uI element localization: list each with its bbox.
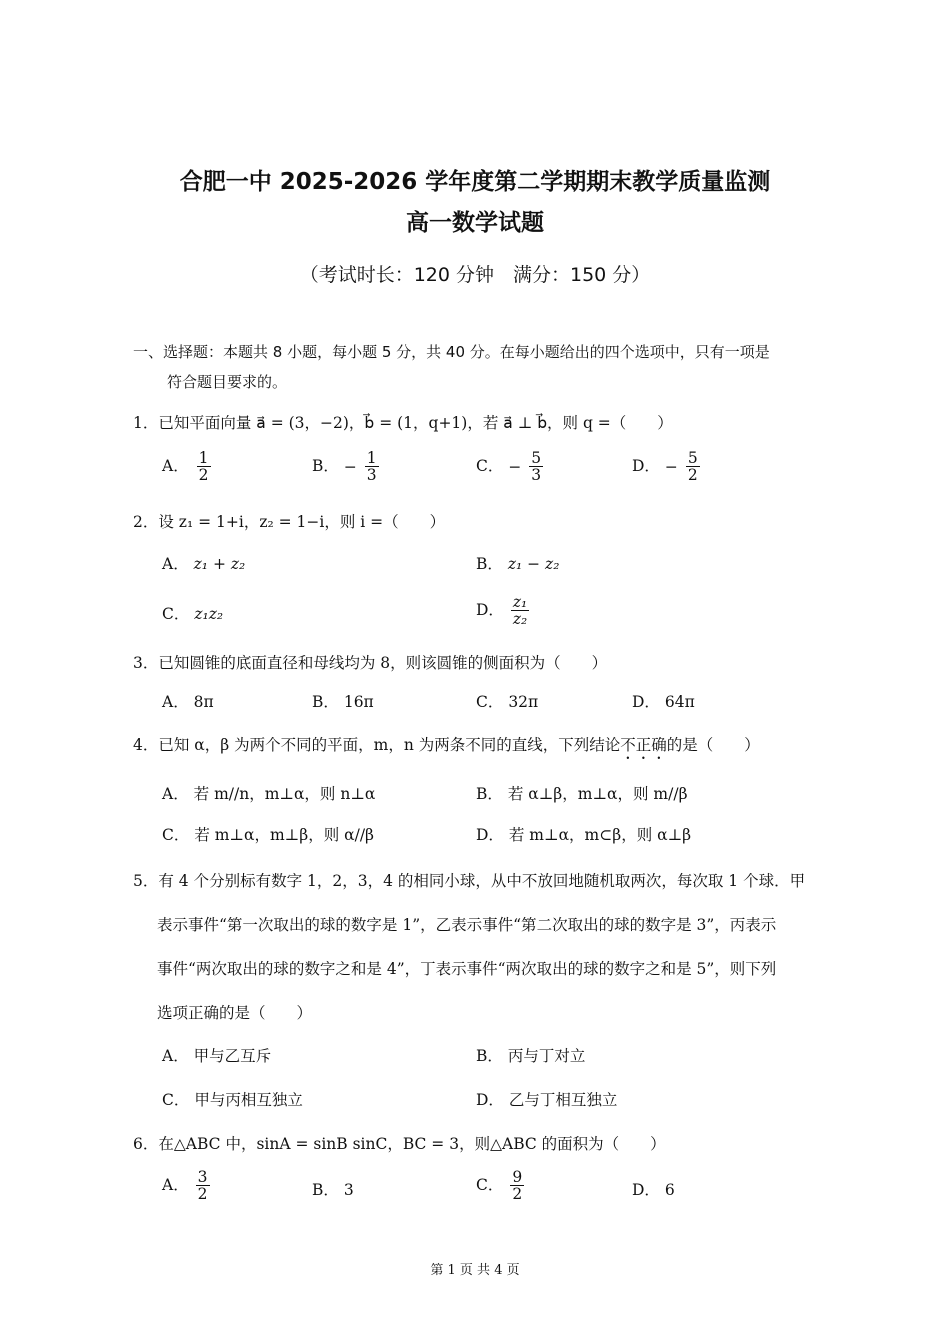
fraction	[510, 1169, 524, 1203]
question-6-option-d[interactable]	[632, 1178, 675, 1200]
question-3-option-c[interactable]	[476, 690, 538, 712]
fraction	[511, 594, 529, 628]
question-4-option-d[interactable]	[476, 823, 691, 845]
denominator: 3	[531, 466, 542, 485]
question-3-option-b[interactable]	[312, 690, 374, 712]
fraction	[197, 450, 211, 484]
option-text: z₁ + z₂	[193, 555, 246, 573]
denominator: z₂	[512, 610, 528, 629]
page-footer: 第 1 页 共 4 页	[430, 1263, 520, 1278]
question-5-stem-line-1: 5．有 4 个分别标有数字 1，2，3，4 的相同小球，从中不放回地随机取两次，每次取 1 个球．甲	[133, 872, 806, 890]
option-text: 丙与丁对立	[507, 1047, 586, 1065]
question-3-stem: 3．已知圆锥的底面直径和母线均为 8，则该圆锥的侧面积为（ ）	[133, 654, 608, 672]
denominator: 2	[198, 466, 209, 485]
question-3-option-d[interactable]	[632, 690, 695, 712]
question-4-stem-pre: 4．已知 α，β 为两个不同的平面，m，n 为两条不同的直线，下列结论	[133, 736, 621, 754]
question-2-option-a[interactable]	[162, 552, 245, 574]
question-6-stem: 6．在△ABC 中，sinA = sinB sinC，BC = 3，则△ABC 的面积为（ ）	[133, 1135, 666, 1153]
option-text: 若 α⊥β，m⊥α，则 m//β	[507, 785, 688, 803]
option-sign: −	[508, 457, 522, 476]
option-letter: A．	[162, 785, 189, 803]
option-text: 若 m⊥α，m⊂β，则 α⊥β	[508, 826, 692, 844]
question-6-option-c[interactable]	[476, 1169, 526, 1203]
option-letter: C．	[476, 693, 504, 711]
question-1-option-b[interactable]	[312, 450, 381, 484]
question-5-stem-line-3: 事件“两次取出的球的数字之和是 4”，丁表示事件“两次取出的球的数字之和是 5”，则下列	[157, 960, 777, 978]
option-text: 若 m⊥α，m⊥β，则 α//β	[194, 826, 375, 844]
option-letter: C．	[162, 605, 190, 623]
denominator: 2	[687, 466, 698, 485]
option-letter: A．	[162, 555, 189, 573]
option-text: 16π	[343, 693, 374, 711]
section-heading-line2: 符合题目要求的。	[167, 373, 288, 391]
fraction	[529, 450, 543, 484]
exam-subtitle: 高一数学试题	[406, 210, 544, 236]
option-text: 乙与丁相互独立	[508, 1091, 618, 1109]
option-text: 8π	[193, 693, 214, 711]
option-letter: D．	[476, 826, 504, 844]
fraction	[196, 1169, 210, 1203]
option-letter: D．	[632, 456, 660, 475]
option-letter: B．	[312, 456, 339, 475]
exam-title: 合肥一中 2025-2026 学年度第二学期期末教学质量监测	[179, 169, 771, 195]
option-text: 若 m//n，m⊥α，则 n⊥α	[193, 785, 376, 803]
option-text: 3	[343, 1181, 354, 1199]
question-2-option-d[interactable]	[476, 594, 531, 628]
option-sign: −	[343, 457, 357, 476]
option-letter: C．	[476, 1175, 504, 1194]
question-2-stem: 2．设 z₁ = 1+i，z₂ = 1−i，则 i =（ ）	[133, 513, 446, 531]
option-letter: B．	[476, 1047, 503, 1065]
fraction	[686, 450, 700, 484]
question-3-option-a[interactable]	[162, 690, 214, 712]
option-letter: A．	[162, 693, 189, 711]
question-4-stem-post: 的是（ ）	[666, 736, 760, 754]
option-letter: D．	[476, 600, 504, 619]
question-5-stem-line-4: 选项正确的是（ ）	[157, 1004, 313, 1022]
option-letter: A．	[162, 456, 189, 475]
question-4-stem	[133, 733, 760, 763]
question-1-option-d[interactable]	[632, 450, 702, 484]
question-4-option-b[interactable]	[476, 782, 688, 804]
option-text: 甲与乙互斥	[193, 1047, 272, 1065]
numerator: 5	[687, 449, 698, 467]
question-5-option-b[interactable]	[476, 1044, 585, 1066]
exam-info: （考试时长：120 分钟 满分：150 分）	[299, 264, 651, 286]
question-5-stem-line-2: 表示事件“第一次取出的球的数字是 1”，乙表示事件“第二次取出的球的数字是 3”，丙表示	[157, 916, 777, 934]
option-text: 甲与丙相互独立	[194, 1091, 303, 1109]
denominator: 2	[512, 1185, 523, 1204]
option-letter: A．	[162, 1047, 189, 1065]
option-letter: C．	[162, 1091, 190, 1109]
option-text: 32π	[508, 693, 539, 711]
question-5-option-d[interactable]	[476, 1088, 617, 1110]
option-letter: D．	[632, 1181, 660, 1199]
question-1-option-a[interactable]	[162, 450, 213, 484]
option-letter: A．	[162, 1175, 189, 1194]
question-4-option-c[interactable]	[162, 823, 374, 845]
option-text: z₁ − z₂	[507, 555, 560, 573]
numerator: 5	[531, 449, 542, 467]
fraction	[365, 450, 379, 484]
denominator: 3	[366, 466, 377, 485]
option-letter: C．	[162, 826, 190, 844]
numerator: 3	[197, 1168, 208, 1186]
numerator: 1	[198, 449, 209, 467]
option-letter: B．	[476, 785, 503, 803]
numerator: 9	[512, 1168, 523, 1186]
question-6-option-a[interactable]	[162, 1169, 212, 1203]
option-letter: B．	[312, 1181, 339, 1199]
question-1-stem: 1．已知平面向量 a⃗ = (3，−2)，b⃗ = (1，q+1)，若 a⃗ ⊥ b⃗，则 q =（ ）	[133, 414, 673, 432]
option-letter: C．	[476, 456, 504, 475]
question-4-stem-emphasis: 不正确	[620, 736, 667, 754]
question-6-option-b[interactable]	[312, 1178, 354, 1200]
numerator: 1	[366, 449, 377, 467]
question-2-option-b[interactable]	[476, 552, 559, 574]
option-sign: −	[664, 457, 678, 476]
option-letter: B．	[312, 693, 339, 711]
option-letter: B．	[476, 555, 503, 573]
question-2-option-c[interactable]	[162, 602, 223, 624]
question-5-option-a[interactable]	[162, 1044, 271, 1066]
section-heading-line1: 一、选择题：本题共 8 小题，每小题 5 分，共 40 分。在每小题给出的四个选项中，只有一项是	[133, 343, 770, 361]
question-5-option-c[interactable]	[162, 1088, 303, 1110]
question-1-option-c[interactable]	[476, 450, 545, 484]
option-text: 64π	[664, 693, 695, 711]
denominator: 2	[197, 1185, 208, 1204]
option-text: z₁z₂	[194, 605, 224, 623]
numerator: z₁	[512, 593, 528, 611]
option-letter: D．	[476, 1091, 504, 1109]
option-letter: D．	[632, 693, 660, 711]
question-4-option-a[interactable]	[162, 782, 375, 804]
option-text: 6	[664, 1181, 675, 1199]
